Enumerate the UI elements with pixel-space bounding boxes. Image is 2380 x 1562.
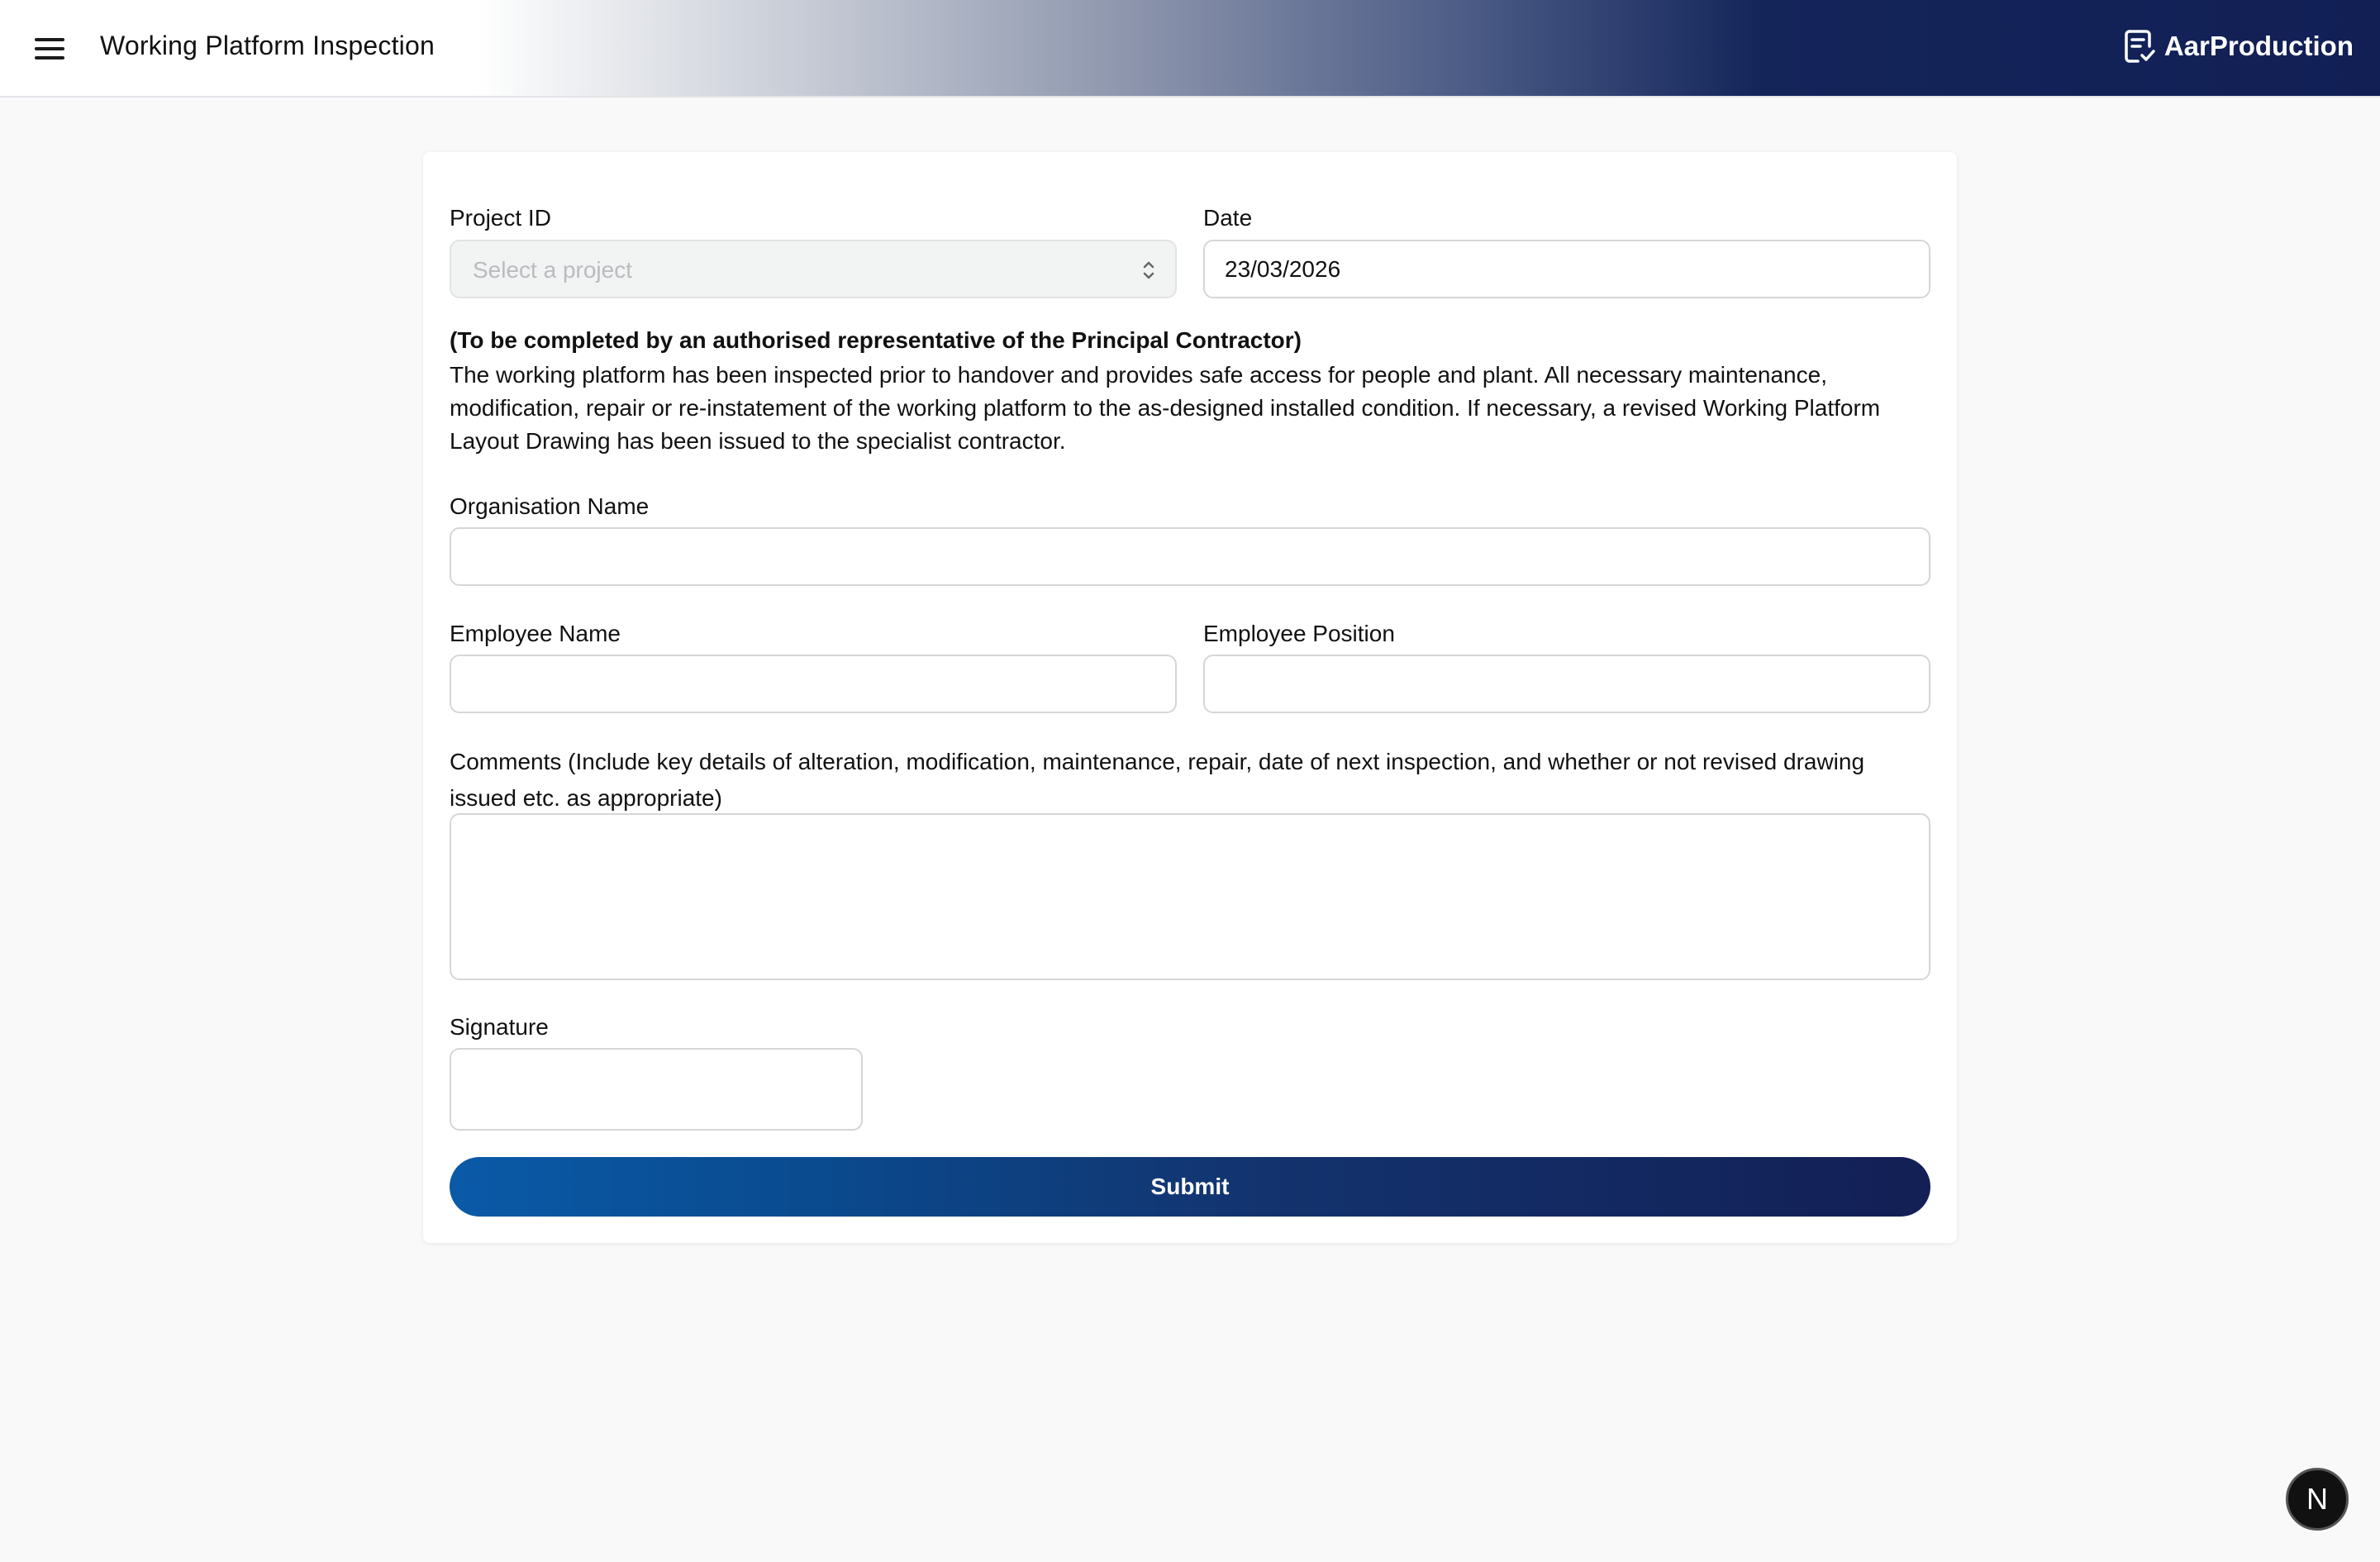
app-header: [0, 0, 2380, 98]
organisation-name-input[interactable]: [450, 527, 1930, 586]
date-input[interactable]: [1203, 240, 1930, 298]
brand-logo[interactable]: [2123, 28, 2354, 64]
organisation-name-label: Organisation Name: [450, 493, 650, 519]
signature-pad[interactable]: [450, 1048, 863, 1131]
project-id-label: Project ID: [450, 205, 551, 231]
notice-body: The working platform has been inspected prior to handover and provides safe access for people and plant. All necessary maintenance, modification, repair or re-instatement of the working platform to the as-designed installed condition. If necessary, a revised Working Platform Layout Drawing has been issued to the specialist contractor.: [450, 362, 1881, 454]
signature-label: Signature: [450, 1014, 549, 1040]
date-label: Date: [1203, 205, 1253, 231]
submit-button[interactable]: Submit: [450, 1157, 1930, 1217]
employee-position-label: Employee Position: [1203, 621, 1395, 646]
clipboard-check-icon: [2123, 28, 2156, 64]
inspection-form-card: [423, 152, 1957, 1243]
nextjs-icon: N: [2306, 1482, 2328, 1516]
project-id-select[interactable]: [450, 240, 1177, 298]
employee-name-input[interactable]: [450, 655, 1177, 713]
chevron-up-down-icon: [1140, 258, 1157, 283]
nextjs-dev-button[interactable]: [2286, 1468, 2349, 1531]
comments-label: Comments (Include key details of alteration, modification, maintenance, repair, date of next inspection, and whether or not revised drawing issued etc. as appropriate): [450, 749, 1865, 811]
employee-name-label: Employee Name: [450, 621, 621, 646]
page-title: Working Platform Inspection: [100, 31, 435, 60]
comments-textarea[interactable]: [450, 813, 1930, 980]
brand-name: AarProduction: [2163, 31, 2354, 61]
project-id-placeholder: Select a project: [473, 257, 632, 283]
employee-position-input[interactable]: [1203, 655, 1930, 713]
hamburger-menu-icon[interactable]: [30, 31, 69, 66]
notice-title: (To be completed by an authorised representative of the Principal Contractor): [450, 327, 1302, 353]
